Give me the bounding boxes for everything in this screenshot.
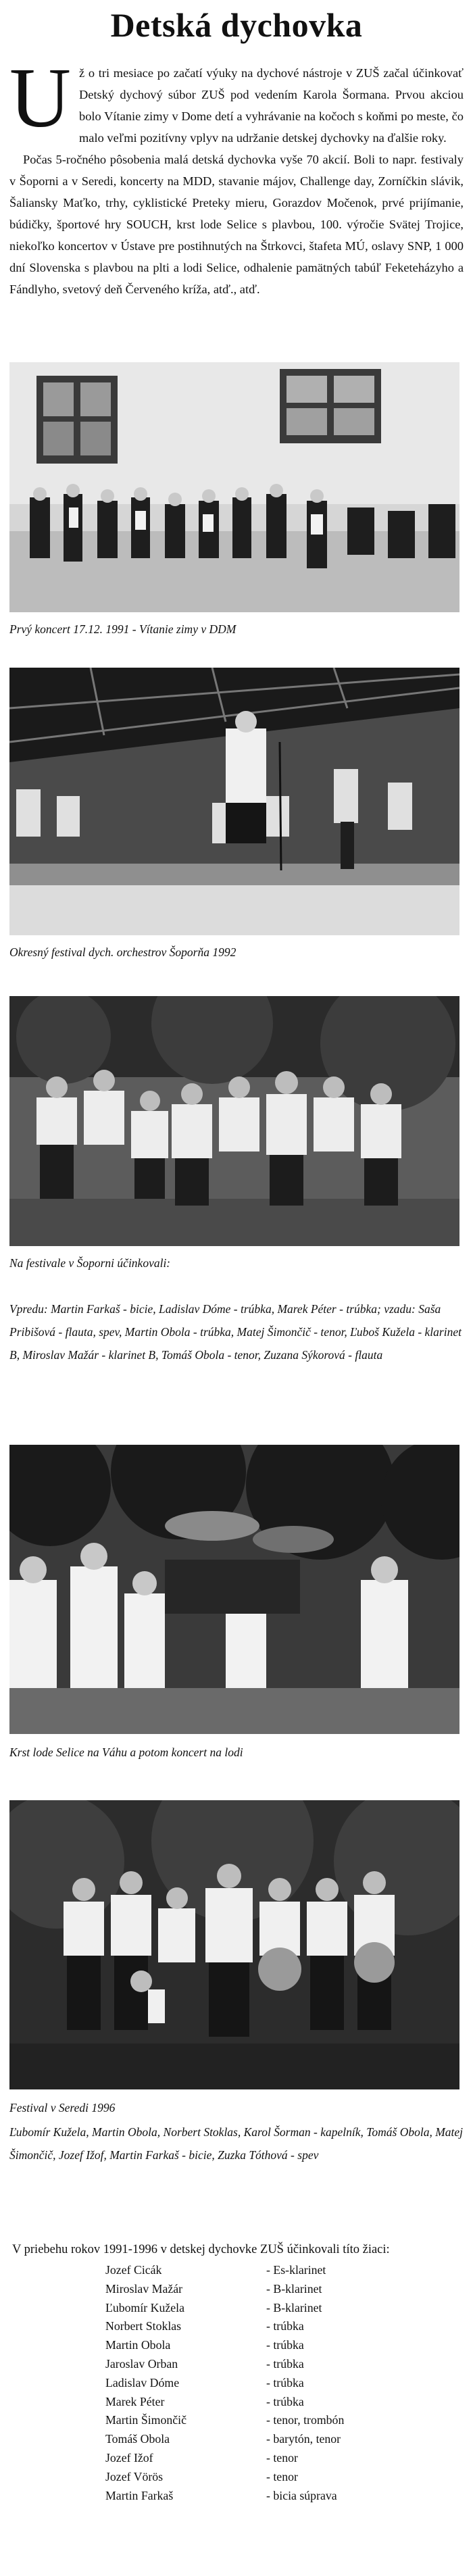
list-item: [105, 2411, 457, 2430]
member-instrument: - bicia súprava: [266, 2488, 337, 2502]
member-instrument: - B-klarinet: [266, 2281, 322, 2296]
member-instrument: - trúbka: [266, 2338, 304, 2352]
member-instrument: - tenor, trombón: [266, 2413, 345, 2427]
photo-caption-1: Prvý koncert 17.12. 1991 - Vítanie zimy v DDM: [9, 622, 236, 636]
photo-boat-christening: [9, 1445, 459, 1734]
member-name: Norbert Stoklas: [105, 2319, 182, 2333]
drop-cap: U: [9, 51, 71, 145]
list-item: [105, 2374, 457, 2393]
photo-festival-sered-1996: [9, 1800, 459, 2089]
page-title: Detská dychovka: [110, 6, 363, 44]
member-name: Jozef Ižof: [105, 2450, 153, 2464]
member-instrument: - barytón, tenor: [266, 2432, 341, 2446]
roster-list: [105, 2261, 457, 2505]
list-item: [105, 2468, 457, 2487]
intro-paragraph-2: Počas 5-ročného pôsobenia malá detská dychovka vyše 70 akcií. Boli to napr. festivaly v Šoporni a v Seredi, koncerty na MDD, stavanie májov, Challenge day, Zorníčkin slávik, Šaliansky Maťko, trhy, cyklistické Preteky mieru, Gorazdov Močenok, prvé prijímanie, búdičky, športové hry SOUCH, krst lode Selice s plavbou, 100. výročie Svätej Trojice, niekoľko koncertov v Ústave pre postihnutých na Štrkovci, štafeta MÚ, oslavy SNP, 1 000 dní Slovenska s plavbou na plti a lodi Selice, odhalenie pamätných tabúľ Feketeházyho a Fándlyho, svetový deň Červeného kríža, atď., atď.: [9, 153, 464, 296]
photo-caption-5: Festival v Seredi 1996: [9, 2101, 116, 2114]
member-name: Martin Obola: [105, 2338, 171, 2352]
member-instrument: - trúbka: [266, 2394, 304, 2408]
photo-caption-3: Na festivale v Šoporni účinkovali:: [9, 1256, 171, 1270]
intro-text: [9, 51, 464, 300]
member-name: Martin Farkaš: [105, 2488, 174, 2502]
list-item: [105, 2487, 457, 2506]
member-instrument: - trúbka: [266, 2319, 304, 2333]
photo-group-soporna: [9, 996, 459, 1246]
intro-paragraph-1: ž o tri mesiace po začatí výuky na dychové nástroje v ZUŠ začal účinkovať Detský dychový súbor ZUŠ pod vedením Karola Šormana. Prvou akciou bolo Vítanie zimy v Dome detí a vyhrávanie na kočoch s koňmi po meste, čo malo veľmi pozitívny vplyv na udržanie detskej dychovky na ďalšie roky.: [79, 66, 464, 145]
member-name: Tomáš Obola: [105, 2432, 170, 2446]
member-instrument: - Es-klarinet: [266, 2263, 326, 2277]
list-item: [105, 2393, 457, 2412]
member-instrument: - trúbka: [266, 2375, 304, 2389]
list-item: [105, 2336, 457, 2355]
member-instrument: - trúbka: [266, 2356, 304, 2371]
member-name: Marek Péter: [105, 2394, 165, 2408]
member-name: Ľubomír Kužela: [105, 2300, 185, 2314]
member-instrument: - tenor: [266, 2469, 298, 2483]
member-name: Miroslav Mažár: [105, 2281, 183, 2296]
photo-caption-2: Okresný festival dych. orchestrov Šoporňa 1992: [9, 945, 236, 959]
list-item: [105, 2261, 457, 2280]
member-name: Jozef Vörös: [105, 2469, 164, 2483]
photo-details-3: Vpredu: Martin Farkaš - bicie, Ladislav Dóme - trúbka, Marek Péter - trúbka; vzadu: Saša Pribišová - flauta, spev, Martin Obola - trúbka, Matej Šimončič - tenor, Ľuboš Kuželа - klarinet B, Miroslav Mažár - klarinet B, Tomáš Obola - tenor, Zuzana Sýkorová - flauta: [9, 1302, 462, 1362]
member-name: Ladislav Dóme: [105, 2375, 180, 2389]
list-item: [105, 2355, 457, 2374]
list-item: [105, 2317, 457, 2336]
list-item: [105, 2299, 457, 2318]
member-name: Jozef Cicák: [105, 2263, 162, 2277]
member-name: Martin Šimončič: [105, 2413, 187, 2427]
list-item: [105, 2280, 457, 2299]
photo-festival-soporna-1992: [9, 668, 459, 935]
photo-concert-ddm: [9, 362, 459, 612]
roster-intro: V priebehu rokov 1991-1996 v detskej dychovke ZUŠ účinkovali títo žiaci:: [12, 2243, 390, 2256]
member-instrument: - B-klarinet: [266, 2300, 322, 2314]
photo-caption-4: Krst lode Selice na Váhu a potom koncert na lodi: [9, 1745, 243, 1759]
photo-details-5: Ľubomír Kužela, Martin Obola, Norbert Stoklas, Karol Šorman - kapelník, Tomáš Obola, Matej Šimončič, Jozef Ižof, Martin Farkaš - bicie, Zuzka Tóthová - spev: [9, 2125, 464, 2162]
list-item: [105, 2449, 457, 2468]
member-name: Jaroslav Orban: [105, 2356, 178, 2371]
list-item: [105, 2430, 457, 2449]
member-instrument: - tenor: [266, 2450, 298, 2464]
